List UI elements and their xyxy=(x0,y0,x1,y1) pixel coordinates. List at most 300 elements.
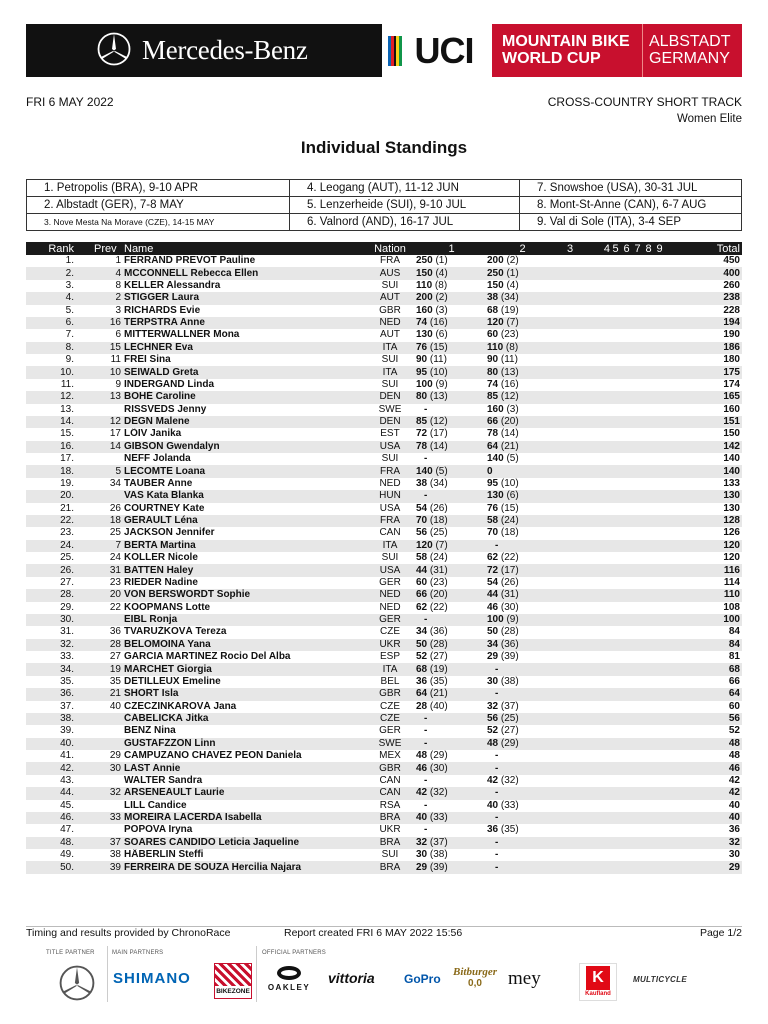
race-6-cell xyxy=(621,305,632,317)
race-4-cell xyxy=(582,342,610,354)
prev-rank-cell: 39 xyxy=(90,861,124,873)
table-row xyxy=(26,490,742,502)
total-cell: 186 xyxy=(665,342,742,354)
total-cell: 81 xyxy=(728,651,740,663)
race-points: 140 xyxy=(487,453,504,465)
race-6-cell xyxy=(621,812,632,824)
race-6-cell xyxy=(621,540,632,552)
main-partners-label: MAIN PARTNERS xyxy=(112,950,164,956)
race-9-cell xyxy=(654,342,665,354)
rider-name-cell: MOREIRA LACERDA Isabella xyxy=(124,812,364,824)
rank-cell: 1. xyxy=(65,255,74,267)
race-8-cell xyxy=(643,775,654,787)
race-1-cell xyxy=(416,738,487,750)
race-2-cell xyxy=(487,639,558,651)
race-position: (22) xyxy=(500,552,519,564)
rider-name-cell: WALTER Sandra xyxy=(124,774,203,786)
race-position: (40) xyxy=(429,700,448,712)
race-3-cell xyxy=(558,379,582,391)
race-1-cell xyxy=(416,762,487,774)
race-5-cell xyxy=(610,577,621,589)
prev-rank-cell: 25 xyxy=(109,527,121,539)
race-1-cell xyxy=(416,750,487,762)
race-5-cell xyxy=(610,305,621,317)
race-position: (16) xyxy=(500,378,519,390)
header-banner xyxy=(26,24,742,77)
place-line-1: ALBSTADT xyxy=(649,33,731,50)
race-4-cell xyxy=(582,379,610,391)
race-8-cell xyxy=(643,589,654,601)
race-points: 150 xyxy=(416,267,433,279)
kaufland-logo xyxy=(579,963,617,1001)
rider-name-cell: RISSVEDS Jenny xyxy=(124,403,207,415)
rank-cell: 39. xyxy=(60,725,74,737)
rider-name-cell: RICHARDS Evie xyxy=(124,304,201,316)
rank-cell: 50. xyxy=(26,861,90,873)
race-7-cell xyxy=(632,267,643,279)
race-9-cell xyxy=(654,404,665,416)
race-8-cell xyxy=(643,366,654,378)
race-5-cell xyxy=(610,787,621,799)
bitburger-zero-icon: 0,0 xyxy=(468,978,482,989)
race-7-cell xyxy=(632,701,643,713)
race-points: 56 xyxy=(487,713,499,725)
race-1-cell xyxy=(416,478,487,490)
prev-rank-cell: 11 xyxy=(110,354,121,366)
race-9-cell xyxy=(654,762,665,774)
race-4-cell xyxy=(582,725,610,737)
race-position: (30) xyxy=(429,762,448,774)
race-7-cell xyxy=(632,317,643,329)
prev-rank-cell: 9 xyxy=(115,378,121,390)
page-title: Individual Standings xyxy=(300,138,468,157)
nation-cell: AUT xyxy=(380,329,400,341)
race-8-cell xyxy=(643,725,654,737)
race-position: (38) xyxy=(429,849,448,861)
race-2-cell xyxy=(487,564,558,576)
race-points: 38 xyxy=(487,292,499,304)
race-position: (33) xyxy=(429,812,448,824)
nation-cell: SUI xyxy=(381,354,399,366)
race-6-cell xyxy=(621,824,632,836)
race-6-cell xyxy=(621,589,632,601)
race-position: (5) xyxy=(435,465,448,477)
multicycle-logo: MULTICYCLE xyxy=(633,975,687,984)
race-3-cell xyxy=(558,639,582,651)
race-points: 78 xyxy=(416,440,428,452)
total-cell: 84 xyxy=(728,626,740,638)
race-points: - xyxy=(424,824,428,836)
race-points: 34 xyxy=(416,626,428,638)
race-6-cell xyxy=(621,775,632,787)
table-row xyxy=(26,812,742,824)
race-position: (24) xyxy=(500,515,519,527)
prev-rank-cell: 1 xyxy=(115,255,121,267)
race-points: 160 xyxy=(416,304,433,316)
race-4-cell xyxy=(582,366,610,378)
rank-cell: 31. xyxy=(60,626,74,638)
race-points: 80 xyxy=(487,366,499,378)
race-1-cell xyxy=(416,379,487,391)
rider-name-cell: KELLER Alessandra xyxy=(124,279,221,291)
race-9-cell xyxy=(654,750,665,762)
table-row xyxy=(26,428,742,440)
rank-cell: 28. xyxy=(26,589,90,601)
race-7-cell xyxy=(632,849,643,861)
rider-name-cell: DETILLEUX Emeline xyxy=(124,675,221,687)
race-6-cell xyxy=(621,849,632,861)
race-2-cell xyxy=(487,342,558,354)
race-points: 130 xyxy=(487,490,504,502)
race-4-cell xyxy=(582,552,610,564)
total-cell: 116 xyxy=(665,564,742,576)
race-3-cell xyxy=(558,812,582,824)
race-points: 70 xyxy=(416,515,428,527)
prev-rank-cell: 36 xyxy=(109,626,121,638)
race-4-cell xyxy=(582,503,610,515)
rider-name-cell: FERRAND PREVOT Pauline xyxy=(124,255,256,267)
race-points: 29 xyxy=(487,651,499,663)
race-position: (29) xyxy=(500,737,519,749)
race-cell: 6. Valnord (AND), 16-17 JUL xyxy=(290,214,520,231)
race-4-cell xyxy=(582,255,610,267)
race-position: (24) xyxy=(429,552,448,564)
race-2-cell xyxy=(487,490,558,502)
race-2-cell xyxy=(487,824,558,836)
race-points: - xyxy=(424,403,428,415)
race-5-cell xyxy=(610,342,621,354)
race-5-cell xyxy=(610,750,621,762)
race-points: 50 xyxy=(487,626,499,638)
race-4-cell xyxy=(582,465,610,477)
total-cell: 180 xyxy=(723,354,740,366)
schedule-row xyxy=(27,180,742,197)
race-9-cell xyxy=(654,552,665,564)
race-position: (14) xyxy=(429,440,448,452)
race-2-cell xyxy=(487,602,558,614)
nation-cell: CZE xyxy=(380,700,400,712)
rider-name-cell: LECHNER Eva xyxy=(124,342,364,354)
total-cell: 40 xyxy=(665,812,742,824)
race-7-cell xyxy=(632,329,643,341)
race-4-cell xyxy=(582,626,610,638)
race-6-cell xyxy=(621,800,632,812)
race-5-cell xyxy=(610,725,621,737)
race-8-cell xyxy=(643,639,654,651)
race-2-cell xyxy=(487,267,558,279)
rider-name-cell: BATTEN Haley xyxy=(124,564,364,576)
uci-logo xyxy=(382,24,492,77)
race-9-cell xyxy=(654,267,665,279)
race-3-cell xyxy=(558,267,582,279)
race-3-cell xyxy=(558,527,582,539)
race-1-cell xyxy=(416,292,487,304)
nation-cell: EST xyxy=(380,428,400,440)
race-8-cell xyxy=(643,515,654,527)
rank-cell: 4. xyxy=(26,292,90,304)
race-position: (38) xyxy=(500,675,519,687)
total-cell: 140 xyxy=(723,453,740,465)
prev-rank-cell: 20 xyxy=(90,589,124,601)
race-points: 72 xyxy=(416,428,428,440)
category: Women Elite xyxy=(677,113,742,125)
race-2-cell xyxy=(487,676,558,688)
rank-cell: 8. xyxy=(26,342,90,354)
race-1-cell xyxy=(416,280,487,292)
race-7-cell xyxy=(632,800,643,812)
rank-cell: 32. xyxy=(26,639,90,651)
rank-cell: 27. xyxy=(60,576,74,588)
race-5-cell xyxy=(610,527,621,539)
race-2-cell xyxy=(487,800,558,812)
race-2-cell xyxy=(487,527,558,539)
rank-cell: 25. xyxy=(60,552,74,564)
race-2-cell xyxy=(487,738,558,750)
race-points: 30 xyxy=(487,675,499,687)
race-9-cell xyxy=(654,602,665,614)
nation-cell: SWE xyxy=(378,403,402,415)
table-row xyxy=(26,280,742,292)
race-points: - xyxy=(495,762,499,774)
race-8-cell xyxy=(643,391,654,403)
race-3-cell xyxy=(558,787,582,799)
report-date: FRI 6 MAY 2022 xyxy=(26,95,114,109)
race-4-cell xyxy=(582,787,610,799)
rank-cell: 22. xyxy=(26,515,90,527)
total-cell: 194 xyxy=(665,317,742,329)
rank-cell: 10. xyxy=(26,366,90,378)
rank-cell: 45. xyxy=(60,799,74,811)
col-race-4: 4 xyxy=(582,242,610,255)
shimano-logo: SHIMANO xyxy=(113,970,191,987)
race-1-cell xyxy=(416,837,487,849)
race-8-cell xyxy=(643,577,654,589)
race-5-cell xyxy=(610,738,621,750)
race-3-cell xyxy=(558,255,582,267)
race-6-cell xyxy=(621,490,632,502)
race-3-cell xyxy=(558,589,582,601)
race-9-cell xyxy=(654,329,665,341)
total-cell: 126 xyxy=(723,527,740,539)
rider-name-cell: VON BERSWORDT Sophie xyxy=(124,589,364,601)
prev-rank-cell: 35 xyxy=(109,675,121,687)
rank-cell: 15. xyxy=(60,428,74,440)
race-4-cell xyxy=(582,676,610,688)
race-points: 44 xyxy=(487,589,499,601)
race-5-cell xyxy=(610,837,621,849)
race-2-cell xyxy=(487,775,558,787)
race-position: (16) xyxy=(429,317,448,329)
race-8-cell xyxy=(643,404,654,416)
race-9-cell xyxy=(654,775,665,787)
rank-cell: 13. xyxy=(60,403,74,415)
total-cell: 84 xyxy=(665,639,742,651)
race-8-cell xyxy=(643,342,654,354)
race-6-cell xyxy=(621,787,632,799)
race-points: 200 xyxy=(487,255,504,267)
nation-cell: CAN xyxy=(364,787,416,799)
race-points: 140 xyxy=(416,465,433,477)
partner-divider xyxy=(107,946,108,1002)
race-7-cell xyxy=(632,305,643,317)
prev-rank-cell: 29 xyxy=(109,750,121,762)
race-4-cell xyxy=(582,305,610,317)
race-points: - xyxy=(495,539,499,551)
race-6-cell xyxy=(621,465,632,477)
gopro-logo: GoPro xyxy=(404,972,441,986)
race-9-cell xyxy=(654,317,665,329)
rider-name-cell: SOARES CANDIDO Leticia Jaqueline xyxy=(124,837,364,849)
race-1-cell xyxy=(416,602,487,614)
race-2-cell xyxy=(487,255,558,267)
race-2-cell xyxy=(487,391,558,403)
race-9-cell xyxy=(654,292,665,304)
nation-cell: ITA xyxy=(364,342,416,354)
race-6-cell xyxy=(621,292,632,304)
total-cell: 160 xyxy=(723,403,740,415)
race-6-cell xyxy=(621,453,632,465)
race-points: 200 xyxy=(416,292,433,304)
rank-cell: 21. xyxy=(60,502,74,514)
race-position: (11) xyxy=(429,354,447,366)
race-2-cell xyxy=(487,317,558,329)
race-9-cell xyxy=(654,787,665,799)
total-cell: 142 xyxy=(665,441,742,453)
table-row xyxy=(26,564,742,576)
race-6-cell xyxy=(621,441,632,453)
race-2-cell xyxy=(487,280,558,292)
race-2-cell xyxy=(487,515,558,527)
race-9-cell xyxy=(654,255,665,267)
race-3-cell xyxy=(558,577,582,589)
rider-name-cell: GERAULT Léna xyxy=(124,515,364,527)
race-6-cell xyxy=(621,837,632,849)
rank-cell: 7. xyxy=(65,329,74,341)
race-4-cell xyxy=(582,750,610,762)
race-position: (39) xyxy=(500,651,519,663)
rider-name-cell: GUSTAFZZON Linn xyxy=(124,738,364,750)
rider-name-cell: EIBL Ronja xyxy=(124,614,364,626)
race-2-cell xyxy=(487,849,558,861)
race-4-cell xyxy=(582,416,610,428)
race-4-cell xyxy=(582,861,610,873)
race-points: 250 xyxy=(487,267,504,279)
race-position: (6) xyxy=(506,490,519,502)
race-points: 110 xyxy=(487,341,504,353)
race-position: (32) xyxy=(429,787,448,799)
race-4-cell xyxy=(582,441,610,453)
race-1-cell xyxy=(416,639,487,651)
race-points: 250 xyxy=(416,255,433,267)
rider-name-cell: MCCONNELL Rebecca Ellen xyxy=(124,267,364,279)
race-points: - xyxy=(424,799,428,811)
race-3-cell xyxy=(558,552,582,564)
race-9-cell xyxy=(654,540,665,552)
race-7-cell xyxy=(632,342,643,354)
table-row xyxy=(26,626,742,638)
race-position: (32) xyxy=(500,774,519,786)
total-cell: 40 xyxy=(728,799,740,811)
race-5-cell xyxy=(610,391,621,403)
race-8-cell xyxy=(643,540,654,552)
place-line-2: GERMANY xyxy=(649,50,730,67)
race-7-cell xyxy=(632,379,643,391)
prev-rank-cell xyxy=(90,490,124,502)
race-points: 100 xyxy=(487,614,504,626)
race-8-cell xyxy=(643,812,654,824)
race-4-cell xyxy=(582,775,610,787)
race-points: 48 xyxy=(487,737,499,749)
rider-name-cell: BENZ Nina xyxy=(124,725,176,737)
race-1-cell xyxy=(416,800,487,812)
rank-cell: 35. xyxy=(60,675,74,687)
race-9-cell xyxy=(654,465,665,477)
race-3-cell xyxy=(558,453,582,465)
rider-name-cell: INDERGAND Linda xyxy=(124,378,214,390)
race-9-cell xyxy=(654,354,665,366)
race-4-cell xyxy=(582,391,610,403)
nation-cell: SUI xyxy=(381,552,399,564)
race-1-cell xyxy=(416,589,487,601)
race-points: 60 xyxy=(416,576,428,588)
race-1-cell xyxy=(416,812,487,824)
table-row xyxy=(26,391,742,403)
oakley-logo xyxy=(266,966,312,998)
race-7-cell xyxy=(632,416,643,428)
race-schedule xyxy=(26,179,742,231)
race-position: (27) xyxy=(429,651,448,663)
total-cell: 60 xyxy=(728,700,740,712)
race-position: (30) xyxy=(500,601,519,613)
race-7-cell xyxy=(632,527,643,539)
race-5-cell xyxy=(610,478,621,490)
race-9-cell xyxy=(654,626,665,638)
report-created: Report created FRI 6 MAY 2022 15:56 xyxy=(284,927,463,939)
race-points: 42 xyxy=(416,787,428,799)
race-5-cell xyxy=(610,812,621,824)
prev-rank-cell: 22 xyxy=(109,601,121,613)
race-3-cell xyxy=(558,725,582,737)
race-6-cell xyxy=(621,416,632,428)
race-8-cell xyxy=(643,849,654,861)
page-number: Page 1/2 xyxy=(699,927,742,939)
rider-name-cell: BELOMOINA Yana xyxy=(124,639,364,651)
total-cell: 48 xyxy=(665,738,742,750)
nation-cell: GER xyxy=(379,576,401,588)
schedule-row xyxy=(27,214,742,231)
total-cell: 150 xyxy=(723,428,740,440)
race-9-cell xyxy=(654,639,665,651)
nation-cell: SUI xyxy=(381,279,399,291)
race-points: 34 xyxy=(487,638,499,650)
prev-rank-cell xyxy=(90,738,124,750)
table-row xyxy=(26,762,742,774)
race-1-cell xyxy=(416,503,487,515)
race-points: 76 xyxy=(416,341,428,353)
col-race-6: 6 xyxy=(621,242,632,255)
race-3-cell xyxy=(558,540,582,552)
race-8-cell xyxy=(643,465,654,477)
race-5-cell xyxy=(610,503,621,515)
total-cell: 133 xyxy=(723,477,740,489)
race-4-cell xyxy=(582,762,610,774)
race-7-cell xyxy=(632,428,643,440)
race-3-cell xyxy=(558,404,582,416)
total-cell: 450 xyxy=(723,255,740,267)
rank-cell: 33. xyxy=(60,651,74,663)
race-7-cell xyxy=(632,812,643,824)
race-4-cell xyxy=(582,688,610,700)
